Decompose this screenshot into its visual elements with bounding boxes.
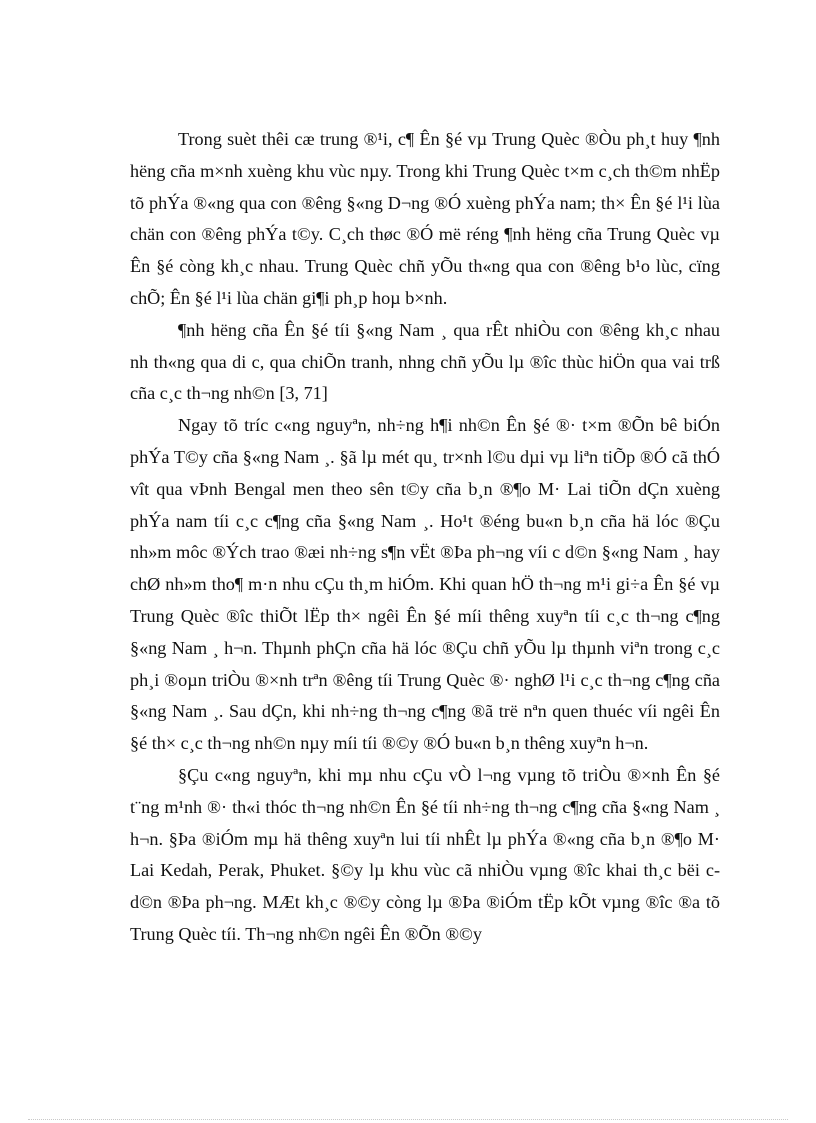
- paragraph-2: ¶nh hëng cña Ên §é tíi §«ng Nam ¸ qua rÊt nhiÒu con ®êng kh¸c nhau nh th«ng qua di c, qua chiÕn tranh, nhng chñ yÕu lµ ®îc thùc hiÖn qua vai trß cña c¸c th¬ng nh©n [3, 71]: [130, 319, 720, 404]
- paragraph-3: Ngay tõ tríc c«ng nguyªn, nh÷ng h¶i nh©n Ên §é ®· t×m ®Õn bê biÓn phÝa T©y cña §«ng Nam ¸. §ã lµ mét qu¸ tr×nh l©u dµi vµ liªn tiÕp ®Ó cã thÓ vît qua vÞnh Bengal men theo sên t©y cña b¸n ®¶o M· Lai tiÕn dÇn xuèng phÝa nam tíi c¸c c¶ng cña §«ng Nam ¸. Ho¹t ®éng bu«n b¸n cña hä lóc ®Çu nh»m môc ®Ých trao ®æi nh÷ng s¶n vËt ®Þa ph¬ng víi c d©n §«ng Nam ¸ hay chØ nh»m tho¶ m·n nhu cÇu th¸m hiÓm. Khi quan hÖ th¬ng m¹i gi÷a Ên §é vµ Trung Quèc ®îc thiÕt lËp th× ngêi Ên §é míi thêng xuyªn tíi c¸c th¬ng c¶ng §«ng Nam ¸ h¬n. Thµnh phÇn cña hä lóc ®Çu chñ yÕu lµ thµnh viªn trong c¸c ph¸i ®oµn triÒu ®×nh trªn ®êng tíi Trung Quèc ®· nghØ l¹i c¸c th¬ng c¶ng cña §«ng Nam ¸. Sau dÇn, khi nh÷ng th¬ng c¶ng ®ã trë nªn quen thuéc víi ngêi Ên §é th× c¸c th¬ng nh©n nµy míi tíi ®©y ®Ó bu«n b¸n thêng xuyªn h¬n.: [130, 415, 720, 754]
- paragraph-1: Trong suèt thêi cæ trung ®¹i, c¶ Ên §é vµ Trung Quèc ®Òu ph¸t huy ¶nh hëng cña m×nh xuèng khu vùc nµy. Trong khi Trung Quèc t×m c¸ch th©m nhËp tõ phÝa ®«ng qua con ®êng §«ng D¬ng ®Ó xuèng phÝa nam; th× Ên §é l¹i lùa chän con ®êng phÝa t©y. C¸ch thøc ®Ó më réng ¶nh hëng cña Trung Quèc vµ Ên §é còng kh¸c nhau. Trung Quèc chñ yÕu th«ng qua con ®êng b¹o lùc, cïng chÕ; Ên §é l¹i lùa chän gi¶i ph¸p hoµ b×nh.: [130, 129, 720, 308]
- paragraph-4: §Çu c«ng nguyªn, khi mµ nhu cÇu vÒ l¬ng vµng tõ triÒu ®×nh Ên §é t¨ng m¹nh ®· th«i thóc th¬ng nh©n Ên §é tíi nh÷ng th¬ng c¶ng cña §«ng Nam ¸ h¬n. §Þa ®iÓm mµ hä thêng xuyªn lui tíi nhÊt lµ phÝa ®«ng cña b¸n ®¶o M· Lai Kedah, Perak, Phuket. §©y lµ khu vùc cã nhiÒu vµng ®îc khai th¸c bëi c d©n ®Þa ph¬ng. MÆt kh¸c ®©y còng lµ ®Þa ®iÓm tËp kÕt vµng ®îc ®a tõ Trung Quèc tíi. Th¬ng nh©n ngêi Ên ®Õn ®©y: [130, 764, 720, 944]
- page-bottom-border: [28, 1119, 788, 1120]
- body-text: [130, 124, 720, 951]
